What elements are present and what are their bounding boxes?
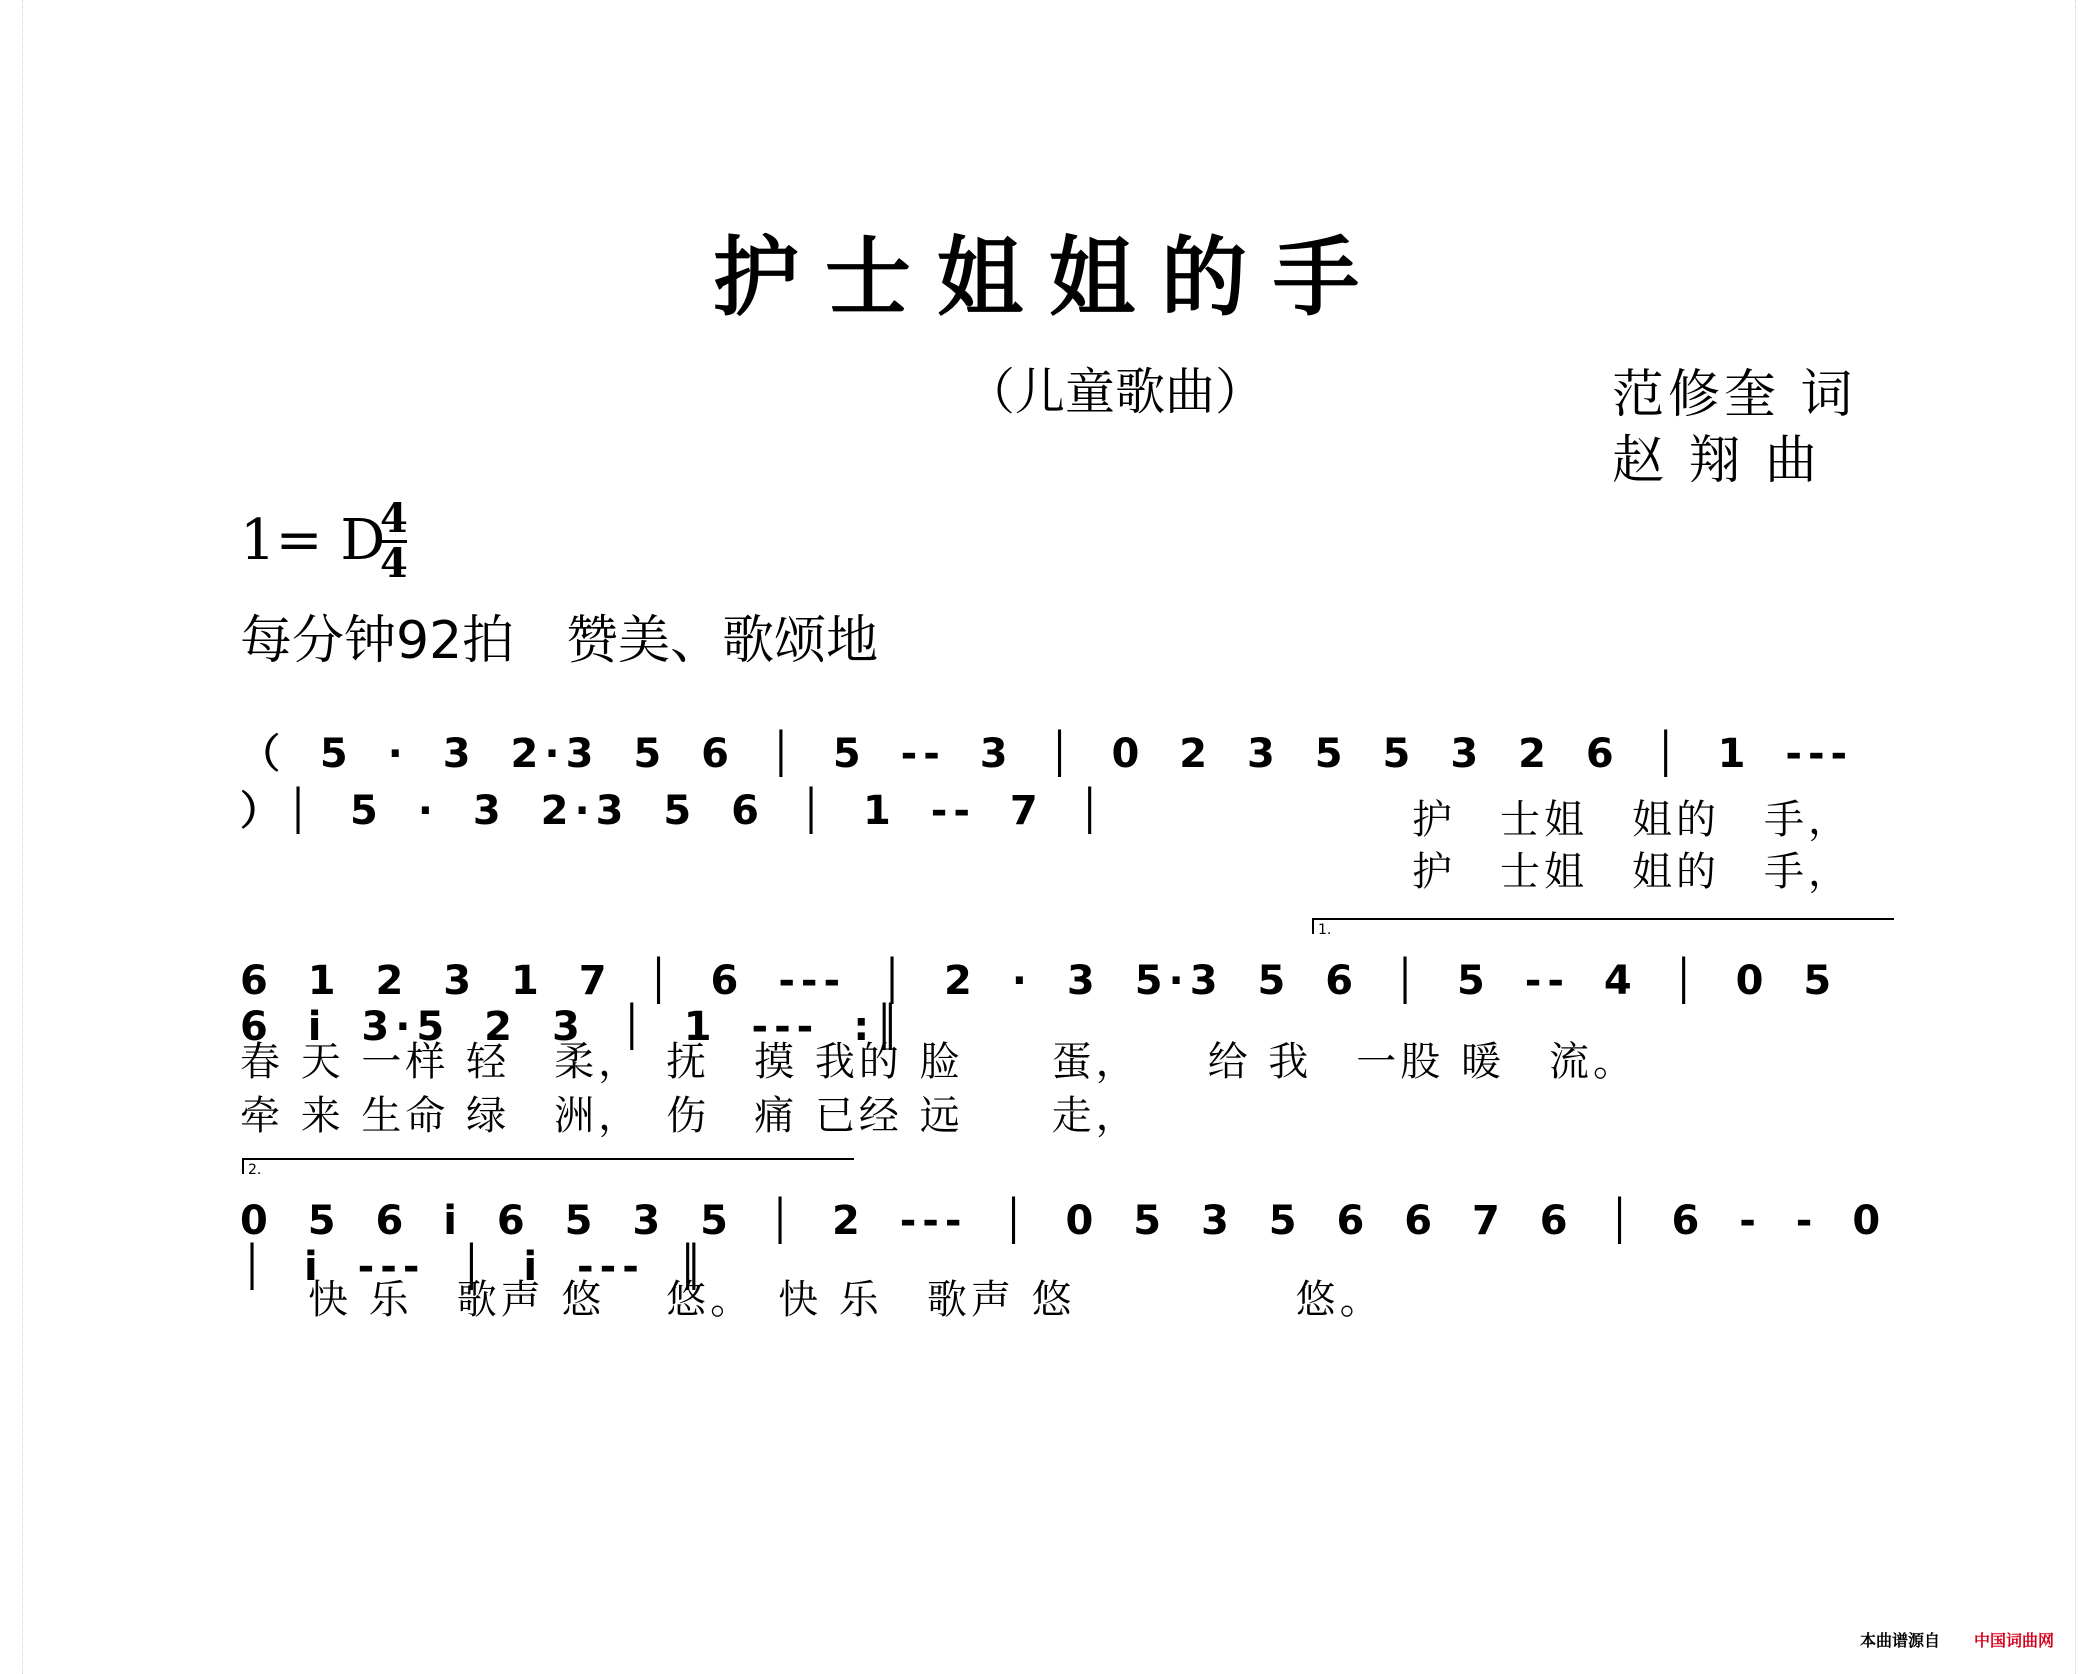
time-signature-bottom: 4 [380,540,408,587]
lyrics-row-1-verse-1: 护 士姐 姐的 手， [1412,797,1852,843]
score-row-2 [240,922,1900,1139]
lyrics-row-2-verse-2: 牵 来 生命 绿 洲， 伤 痛 已经 远 走， [240,1093,1140,1139]
notation-line-3: 0 5 6 i 6 5 3 5 │ 2 ‐‐‐ │ 0 5 3 5 6 6 7 6 │ 6 ‐ ‐ 0 │ i ‐‐‐ │ i ‐‐‐ ║ [240,1198,1887,1290]
score-row-3 [240,1162,1900,1323]
lyricist-credit: 范修奎 词 [1612,365,1857,425]
notation-line-2: 6 1 2 3 1 7 │ 6 ‐‐‐ │ 2 · 3 5·3 5 6 │ 5 ‐‐ 4 │ 0 5 6 i 3·5 2 3 │ 1 ‐‐‐ :║ [240,958,1838,1050]
second-ending-bracket: 2. [242,1158,854,1174]
song-title: 护士姐姐的手 [713,228,1385,328]
song-subtitle: （儿童歌曲） [965,363,1265,421]
score-row-1 [240,722,1900,895]
time-signature-top: 4 [380,495,408,542]
footer-source-site[interactable]: 中国词曲网 [1974,1631,2055,1650]
lyrics-row-3: 快 乐 歌声 悠 悠。 快 乐 歌声 悠 悠。 [308,1277,1384,1323]
lyrics-row-1-verse-2: 护 士姐 姐的 手， [1412,849,1852,895]
composer-credit: 赵 翔 曲 [1612,431,1822,491]
first-ending-bracket: 1. [1312,918,1894,934]
notation-line-1: （ 5 · 3 2·3 5 6 │ 5 ‐‐ 3 │ 0 2 3 5 5 3 2 6 │ 1 ‐‐‐ ）│ 5 · 3 2·3 5 6 │ 1 ‐‐ 7 │ [240,731,1854,834]
lyrics-row-2-verse-1: 春 天 一样 轻 柔， 抚 摸 我的 脸 蛋， 给 我 一股 暖 流。 [240,1039,1638,1085]
tempo-marking: 每分钟92拍 赞美、歌颂地 [240,611,879,671]
time-signature [380,495,408,587]
key-signature: 1= D [240,508,386,573]
footer-source-label: 本曲谱源自 [1860,1631,1941,1650]
